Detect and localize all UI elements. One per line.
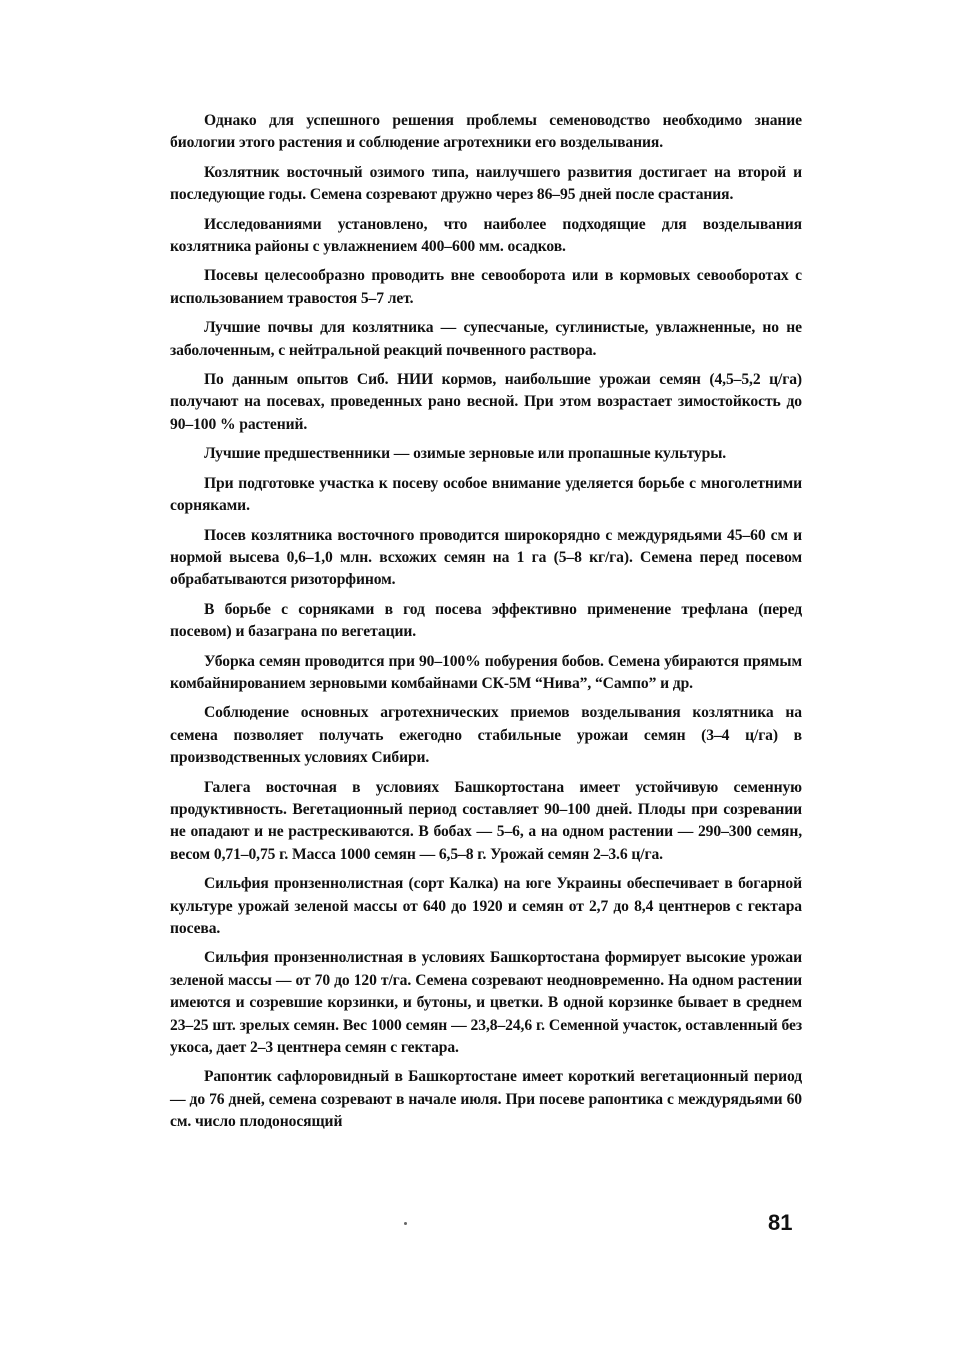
page-number: 81 <box>768 1210 793 1235</box>
paragraph: Уборка семян проводится при 90–100% побурения бобов. Семена убираются прямым комбайнированием зерновыми комбайнами СК-5М “Нива”, “Сампо” и др. <box>170 652 802 692</box>
paragraph: Сильфия пронзеннолистная (сорт Калка) на юге Украины обеспечивает в богарной культуре урожай зеленой массы от 640 до 1920 и семян от 2,7 до 8,4 центнеров с гектара посева. <box>170 875 802 937</box>
paragraph: Посев козлятника восточного проводится широкорядно с междурядьями 45–60 см и нормой высева 0,6–1,0 млн. всхожих семян на 1 га (5–8 кг/га). Семена перед посевом обрабатываются ризоторфином. <box>170 526 802 589</box>
scan-speck <box>404 1222 407 1225</box>
paragraph: Однако для успешного решения проблемы семеноводство необходимо знание биологии этого растения и соблюдение агротехники его возделывания. <box>170 112 802 152</box>
paragraph: Исследованиями установлено, что наиболее подходящие для возделывания козлятника районы с увлажнением 400–600 мм. осадков. <box>170 215 802 256</box>
paragraph: Рапонтик сафлоровидный в Башкортостане имеет короткий вегетационный период — до 76 дней, семена созревают в начале июля. При посеве рапонтика с междурядьями 60 см. число плодоносящий <box>170 1068 802 1131</box>
paragraph: Козлятник восточный озимого типа, наилучшего развития достигает на второй и последующие годы. Семена созревают дружно через 86–95 дней после срастания. <box>170 163 802 204</box>
paragraph: В борьбе с сорняками в год посева эффективно применение трефлана (перед посевом) и базаграна по вегетации. <box>170 600 802 641</box>
paragraph: По данным опытов Сиб. НИИ кормов, наибольшие урожаи семян (4,5–5,2 ц/га) получают на посевах, проведенных рано весной. При этом возрастает зимостойкость до 90–100 % растений. <box>170 371 802 433</box>
paragraph: Соблюдение основных агротехнических приемов возделывания козлятника на семена позволяет получать ежегодно стабильные урожаи семян (3–4 ц/га) в производственных условиях Сибири. <box>170 704 802 767</box>
paragraph: Сильфия пронзеннолистная в условиях Башкортостана формирует высокие урожаи зеленой массы — от 70 до 120 т/га. Семена созревают неодновременно. На одном растении имеются и созревшие корзинки, и бутоны, и цветки. В одной корзинке бывает в среднем 23–25 шт. зрелых семян. Вес 1000 семян — 23,8–24,6 г. Семенной участок, оставленный без укоса, дает 2–3 центнера семян с гектара. <box>170 949 802 1057</box>
paragraph: При подготовке участка к посеву особое внимание уделяется борьбе с многолетними сорняками. <box>170 474 802 515</box>
paragraph: Лучшие почвы для козлятника — супесчаные, суглинистые, увлажненные, но не заболоченным, с нейтральной реакций почвенного раствора. <box>170 319 802 359</box>
paragraph: Посевы целесообразно проводить вне севооборота или в кормовых севооборотах с использованием травостоя 5–7 лет. <box>170 267 802 307</box>
page-body <box>170 110 802 1141</box>
paragraph: Лучшие предшественники — озимые зерновые или пропашные культуры. <box>204 445 727 463</box>
paragraph: Галега восточная в условиях Башкортостана имеет устойчивую семенную продуктивность. Вегетационный период составляет 90–100 дней. Плоды при созревании не опадают и не растрескиваются. В бобах — 5–6, а на одном растении — 290–300 семян, весом 0,71–0,75 г. Масса 1000 семян — 6,5–8 г. Урожай семян 2–3.6 ц/га. <box>170 778 802 863</box>
